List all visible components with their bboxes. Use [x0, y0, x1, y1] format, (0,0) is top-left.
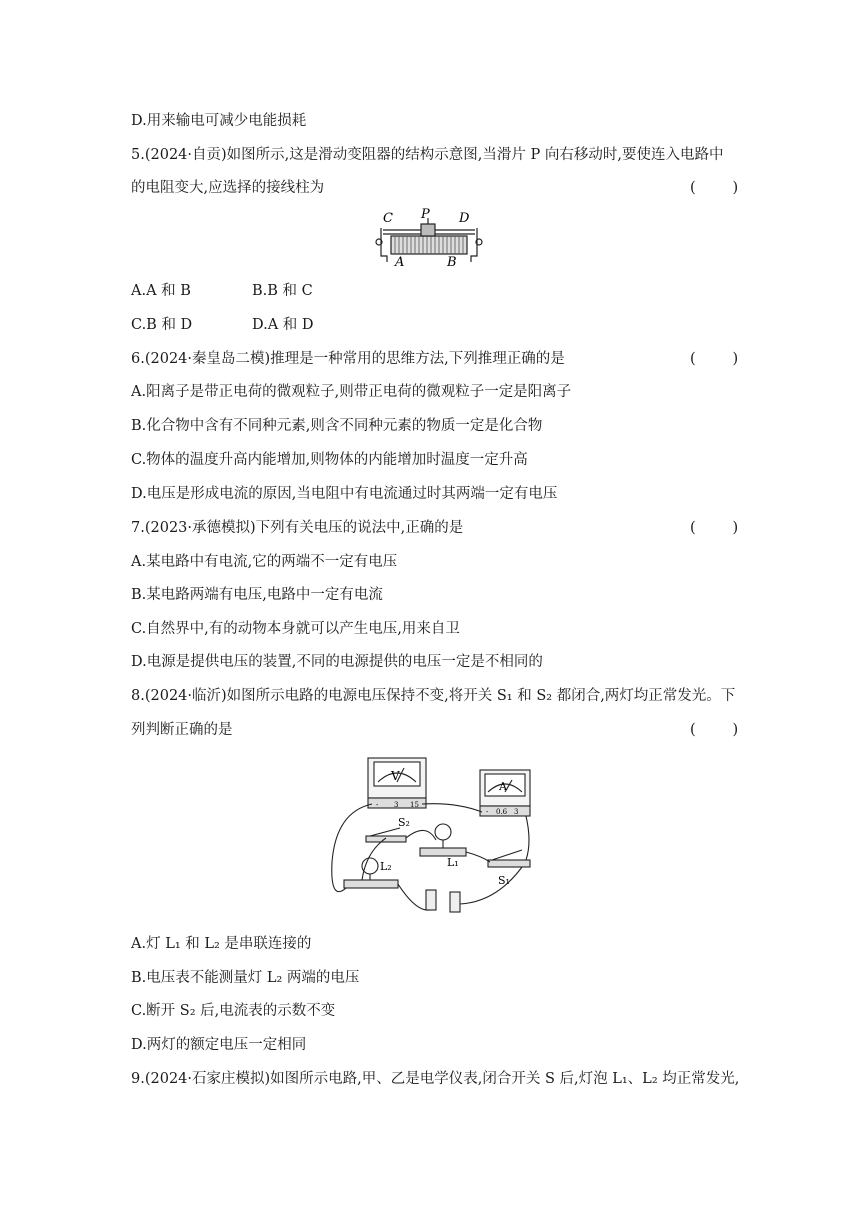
q8-option-a: A.灯 L₁ 和 L₂ 是串联连接的	[131, 936, 312, 952]
voltmeter-terminal-15: 15	[410, 801, 419, 809]
circuit-figure	[326, 752, 532, 924]
rheostat-label-c: C	[383, 211, 393, 226]
q6-answer-paren: ( )	[690, 351, 739, 367]
switch-s2-label: S₂	[398, 816, 410, 829]
q7-option-d: D.电源是提供电压的装置,不同的电源提供的电压一定是不相同的	[131, 654, 543, 670]
rheostat-figure	[373, 206, 485, 268]
q8-answer-paren: ( )	[690, 722, 739, 738]
lamp-l1-label: L₁	[447, 856, 459, 869]
q8-option-b: B.电压表不能测量灯 L₂ 两端的电压	[131, 970, 360, 986]
q5-option-c: C.B 和 D	[131, 317, 193, 333]
q7-option-b: B.某电路两端有电压,电路中一定有电流	[131, 587, 383, 603]
q7-option-a: A.某电路中有电流,它的两端不一定有电压	[131, 554, 398, 570]
ammeter-terminal-06: 0.6	[496, 808, 508, 816]
rheostat-label-a: A	[395, 255, 405, 268]
q9-stem-line1: 9.(2024·石家庄模拟)如图所示电路,甲、乙是电学仪表,闭合开关 S 后,灯泡 L₁、L₂ 均正常发光,	[131, 1071, 740, 1087]
ammeter-label: A	[499, 780, 507, 793]
q6-option-b: B.化合物中含有不同种元素,则含不同种元素的物质一定是化合物	[131, 418, 543, 434]
q8-option-d: D.两灯的额定电压一定相同	[131, 1037, 307, 1053]
q5-stem-line2: 的电阻变大,应选择的接线柱为	[131, 180, 325, 196]
voltmeter-terminal-neg: -	[376, 801, 379, 809]
rheostat-label-b: B	[447, 255, 457, 268]
q5-stem-line1: 5.(2024·自贡)如图所示,这是滑动变阻器的结构示意图,当滑片 P 向右移动时,要使连入电路中	[131, 147, 724, 163]
voltmeter-label: V	[391, 769, 400, 783]
q5-answer-paren: ( )	[690, 180, 739, 196]
q8-stem-line1: 8.(2024·临沂)如图所示电路的电源电压保持不变,将开关 S₁ 和 S₂ 都闭合,两灯均正常发光。下	[131, 688, 736, 704]
ammeter-terminal-3: 3	[514, 808, 519, 816]
q6-option-d: D.电压是形成电流的原因,当电阻中有电流通过时其两端一定有电压	[131, 486, 558, 502]
ammeter-terminal-neg: -	[486, 808, 489, 816]
q4-option-d: D.用来输电可减少电能损耗	[131, 113, 307, 129]
q5-option-d: D.A 和 D	[252, 317, 314, 333]
q7-option-c: C.自然界中,有的动物本身就可以产生电压,用来自卫	[131, 621, 460, 637]
voltmeter-terminal-3: 3	[394, 801, 399, 809]
switch-s1-label: S₁	[498, 874, 510, 887]
q6-stem: 6.(2024·秦皇岛二模)推理是一种常用的思维方法,下列推理正确的是	[131, 351, 565, 367]
q6-option-c: C.物体的温度升高内能增加,则物体的内能增加时温度一定升高	[131, 452, 528, 468]
q7-answer-paren: ( )	[690, 520, 739, 536]
q5-option-a: A.A 和 B	[131, 283, 191, 299]
q5-option-b: B.B 和 C	[252, 283, 313, 299]
rheostat-label-p: P	[421, 207, 430, 222]
lamp-l2-label: L₂	[380, 860, 392, 873]
q8-stem-line2: 列判断正确的是	[131, 722, 233, 738]
q8-option-c: C.断开 S₂ 后,电流表的示数不变	[131, 1003, 336, 1019]
q7-stem: 7.(2023·承德模拟)下列有关电压的说法中,正确的是	[131, 520, 464, 536]
rheostat-label-d: D	[459, 211, 470, 226]
q6-option-a: A.阳离子是带正电荷的微观粒子,则带正电荷的微观粒子一定是阳离子	[131, 384, 572, 400]
